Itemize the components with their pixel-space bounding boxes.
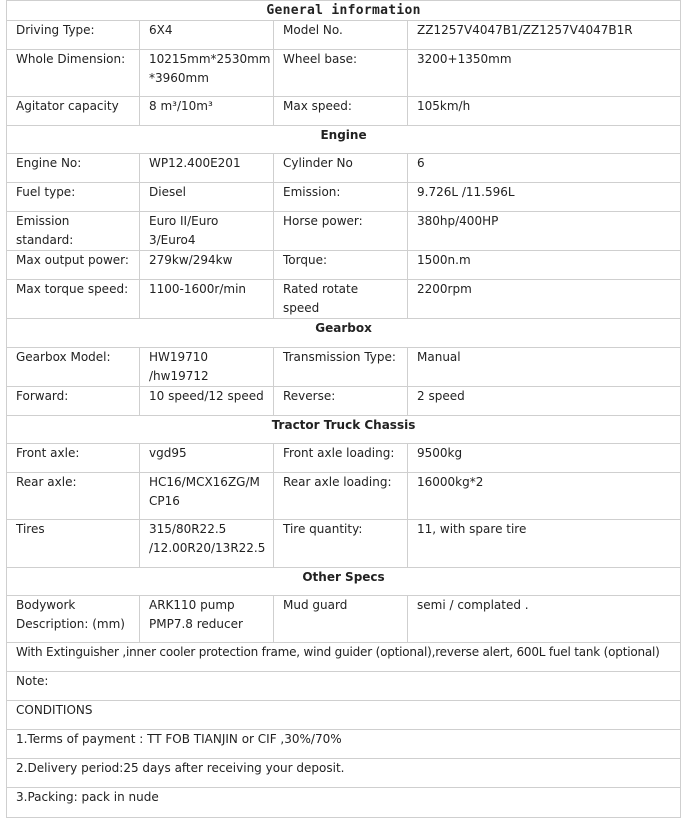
table-row	[7, 730, 681, 759]
torque-value: 1500n.m	[408, 251, 681, 280]
model-no-label: Model No.	[274, 21, 408, 50]
max-output-power-value: 279kw/294kw	[140, 251, 274, 280]
gearbox-model-label: Gearbox Model:	[7, 348, 140, 387]
emission-standard-label: Emission standard:	[7, 212, 140, 251]
section-title-engine: Engine	[7, 126, 681, 154]
driving-type-value: 6X4	[140, 21, 274, 50]
front-axle-label: Front axle:	[7, 444, 140, 473]
table-row	[7, 596, 681, 643]
model-no-value: ZZ1257V4047B1/ZZ1257V4047B1R	[408, 21, 681, 50]
table-row	[7, 387, 681, 416]
section-title-general: General information	[7, 1, 681, 21]
table-row	[7, 21, 681, 50]
tires-value: 315/80R22.5 /12.00R20/13R22.5	[140, 520, 274, 568]
max-speed-value: 105km/h	[408, 97, 681, 126]
table-row	[7, 97, 681, 126]
rear-axle-loading-value: 16000kg*2	[408, 473, 681, 520]
max-torque-speed-label: Max torque speed:	[7, 280, 140, 319]
section-title-chassis: Tractor Truck Chassis	[7, 416, 681, 444]
mud-guard-value: semi / complated .	[408, 596, 681, 643]
horse-power-label: Horse power:	[274, 212, 408, 251]
table-row	[7, 473, 681, 520]
max-torque-speed-value: 1100-1600r/min	[140, 280, 274, 319]
table-row	[7, 672, 681, 701]
table-row	[7, 251, 681, 280]
torque-label: Torque:	[274, 251, 408, 280]
wheel-base-value: 3200+1350mm	[408, 50, 681, 97]
table-row	[7, 759, 681, 788]
table-row	[7, 701, 681, 730]
rated-rotate-speed-value: 2200rpm	[408, 280, 681, 319]
emission-label: Emission:	[274, 183, 408, 212]
section-header-row	[7, 416, 681, 444]
rated-rotate-speed-label: Rated rotate speed	[274, 280, 408, 319]
whole-dimension-value: 10215mm*2530mm *3960mm	[140, 50, 274, 97]
bodywork-value: ARK110 pump PMP7.8 reducer	[140, 596, 274, 643]
agitator-capacity-value: 8 m³/10m³	[140, 97, 274, 126]
forward-label: Forward:	[7, 387, 140, 416]
cylinder-no-label: Cylinder No	[274, 154, 408, 183]
agitator-capacity-label: Agitator capacity	[7, 97, 140, 126]
mud-guard-label: Mud guard	[274, 596, 408, 643]
bodywork-label: Bodywork Description: (mm)	[7, 596, 140, 643]
tires-label: Tires	[7, 520, 140, 568]
section-header-row	[7, 319, 681, 348]
front-axle-loading-value: 9500kg	[408, 444, 681, 473]
delivery-period: 2.Delivery period:25 days after receiving your deposit.	[7, 759, 681, 788]
section-title-gearbox: Gearbox	[7, 319, 681, 348]
forward-value: 10 speed/12 speed	[140, 387, 274, 416]
rear-axle-value: HC16/MCX16ZG/MCP16	[140, 473, 274, 520]
whole-dimension-label: Whole Dimension:	[7, 50, 140, 97]
driving-type-label: Driving Type:	[7, 21, 140, 50]
table-row	[7, 280, 681, 319]
transmission-type-value: Manual	[408, 348, 681, 387]
horse-power-value: 380hp/400HP	[408, 212, 681, 251]
table-row	[7, 212, 681, 251]
emission-standard-value: Euro II/Euro 3/Euro4	[140, 212, 274, 251]
front-axle-value: vgd95	[140, 444, 274, 473]
table-row	[7, 154, 681, 183]
cylinder-no-value: 6	[408, 154, 681, 183]
emission-value: 9.726L /11.596L	[408, 183, 681, 212]
wheel-base-label: Wheel base:	[274, 50, 408, 97]
table-row	[7, 520, 681, 568]
rear-axle-loading-label: Rear axle loading:	[274, 473, 408, 520]
max-speed-label: Max speed:	[274, 97, 408, 126]
front-axle-loading-label: Front axle loading:	[274, 444, 408, 473]
table-row	[7, 788, 681, 818]
section-header-row	[7, 568, 681, 596]
conditions-label: CONDITIONS	[7, 701, 681, 730]
tire-quantity-label: Tire quantity:	[274, 520, 408, 568]
transmission-type-label: Transmission Type:	[274, 348, 408, 387]
table-row	[7, 50, 681, 97]
table-row	[7, 444, 681, 473]
packing-terms: 3.Packing: pack in nude	[7, 788, 681, 818]
section-header-row	[7, 1, 681, 21]
section-header-row	[7, 126, 681, 154]
gearbox-model-value: HW19710 /hw19712	[140, 348, 274, 387]
engine-no-value: WP12.400E201	[140, 154, 274, 183]
table-row	[7, 348, 681, 387]
engine-no-label: Engine No:	[7, 154, 140, 183]
tire-quantity-value: 11, with spare tire	[408, 520, 681, 568]
payment-terms: 1.Terms of payment : TT FOB TIANJIN or CIF ,30%/70%	[7, 730, 681, 759]
section-title-other: Other Specs	[7, 568, 681, 596]
note-label: Note:	[7, 672, 681, 701]
extras-note: With Extinguisher ,inner cooler protection frame, wind guider (optional),reverse alert, 600L fuel tank (optional)	[7, 643, 681, 672]
rear-axle-label: Rear axle:	[7, 473, 140, 520]
max-output-power-label: Max output power:	[7, 251, 140, 280]
spec-table	[6, 0, 681, 818]
reverse-value: 2 speed	[408, 387, 681, 416]
fuel-type-label: Fuel type:	[7, 183, 140, 212]
table-row	[7, 183, 681, 212]
table-row	[7, 643, 681, 672]
fuel-type-value: Diesel	[140, 183, 274, 212]
reverse-label: Reverse:	[274, 387, 408, 416]
